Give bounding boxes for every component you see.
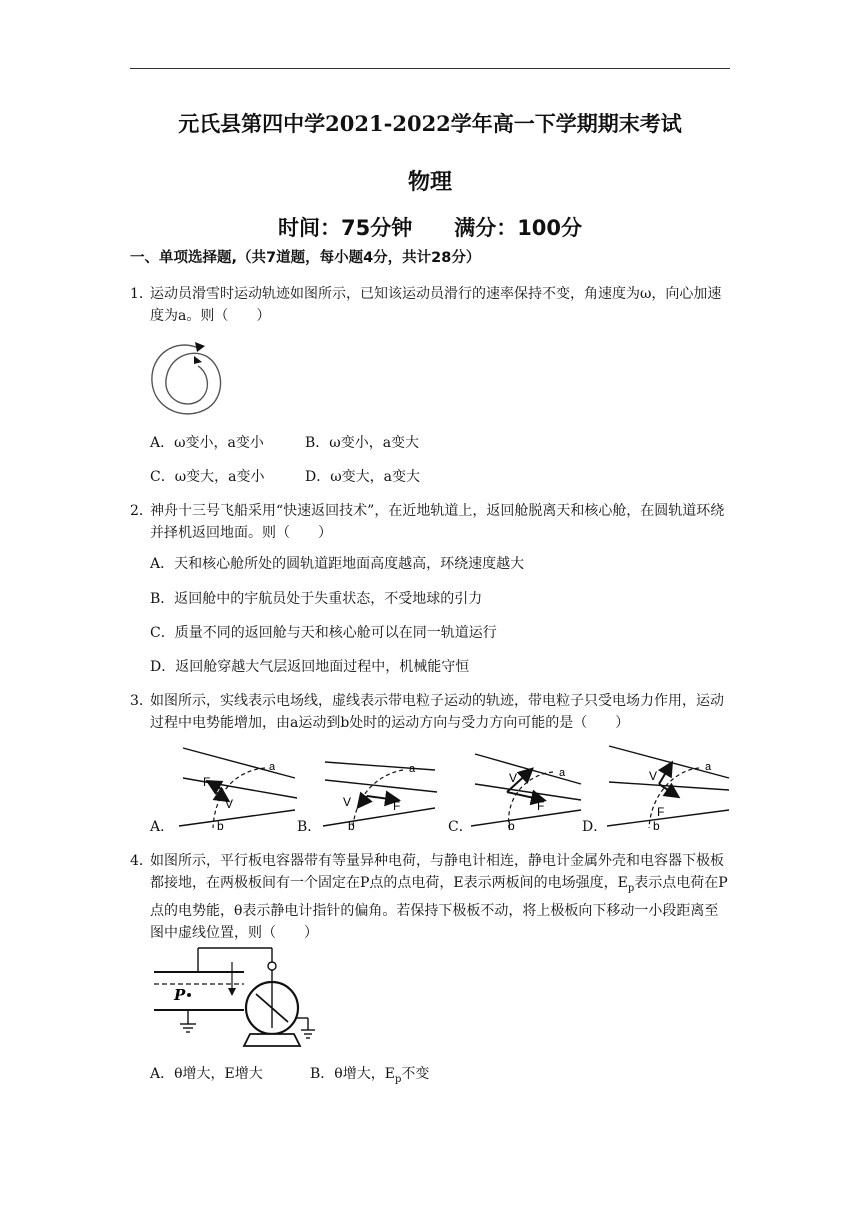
time-score: 时间：75分钟 满分：100分 [277,216,583,240]
svg-text:b: b [348,819,355,833]
question-number: 2． [130,503,153,519]
svg-text:F: F [203,775,211,789]
exam-title: 元氏县第四中学2021-2022学年高一下学期期末考试 [178,111,682,136]
q3-option-d[interactable]: D． [582,819,608,835]
question-2 [130,500,730,544]
svg-text:V: V [225,797,234,811]
q1-option-d[interactable]: D．ω变大，a变大 [305,469,420,485]
question-4 [130,850,730,944]
question-text: 如图所示，平行板电容器带有等量异种电荷，与静电计相连，静电计金属外壳和电容器下极板都接地，在两极板间有一个固定在P点的点电荷，E表示两板间的电场强度，$E_p$表示点电荷在P点的电势能，θ表示静电计指针的偏角。若保持下极板不动，将上极板向下移动一小段距离至图中虚线位置，则（ ） [150,853,728,941]
svg-text:F: F [393,799,401,813]
svg-text:P: P [174,986,186,1004]
svg-text:V: V [509,771,518,785]
q2-option-c[interactable]: C．质量不同的返回舱与天和核心舱可以在同一轨道运行 [150,625,497,641]
svg-text:V: V [649,769,658,783]
svg-text:V: V [343,795,352,809]
svg-text:a: a [409,763,416,775]
svg-text:a: a [559,767,566,779]
svg-text:a: a [705,761,712,773]
q2-option-b[interactable]: B．返回舱中的宇航员处于失重状态，不受地球的引力 [150,591,483,607]
question-text: 神舟十三号飞船采用“快速返回技术”，在近地轨道上，返回舱脱离天和核心舱，在圆轨道环绕并择机返回地面。则（ ） [150,503,725,541]
q2-option-d[interactable]: D．返回舱穿越大气层返回地面过程中，机械能守恒 [150,659,470,675]
question-text: 运动员滑雪时运动轨迹如图所示，已知该运动员滑行的速率保持不变，角速度为ω，向心加速度为a。则（ ） [150,286,722,324]
svg-text:a: a [269,761,276,773]
figure-c [471,754,581,833]
q3-option-b[interactable]: B． [297,819,322,835]
q1-option-b[interactable]: B．ω变小，a变大 [305,435,420,451]
question-number: 4． [130,853,153,869]
ski-spiral-figure [146,334,224,424]
q3-option-a[interactable]: A． [150,819,175,835]
capacitor-electrometer-figure [148,938,328,1048]
field-lines-figure [145,740,735,835]
q3-option-c[interactable]: C． [448,819,473,835]
question-1 [130,283,730,327]
figure-a [179,748,297,833]
svg-text:b: b [653,819,660,833]
question-number: 3． [130,693,153,709]
top-rule [130,68,730,69]
svg-text:b: b [217,819,224,833]
q2-option-a[interactable]: A．天和核心舱所处的圆轨道距地面高度越高，环绕速度越大 [150,556,525,572]
question-number: 1． [130,286,153,302]
svg-text:b: b [508,819,515,833]
q4-option-a[interactable]: A．θ增大，E增大 [150,1066,263,1082]
q1-option-c[interactable]: C．ω变大，a变小 [150,469,265,485]
question-3 [130,690,730,734]
figure-d [607,746,729,833]
q4-option-b[interactable]: B．θ增大，$E_p$不变 [310,1066,430,1085]
svg-text:F: F [537,799,545,813]
subject-title: 物理 [407,169,452,195]
figure-b [323,762,437,833]
section-heading: 一、单项选择题,（共7道题，每小题4分，共计28分） [130,250,481,266]
q1-option-a[interactable]: A．ω变小，a变小 [150,435,264,451]
question-text: 如图所示，实线表示电场线，虚线表示带电粒子运动的轨迹，带电粒子只受电场力作用，运动过程中电势能增加，由a运动到b处时的运动方向与受力方向可能的是（ ） [150,693,724,731]
svg-text:F: F [657,805,665,819]
